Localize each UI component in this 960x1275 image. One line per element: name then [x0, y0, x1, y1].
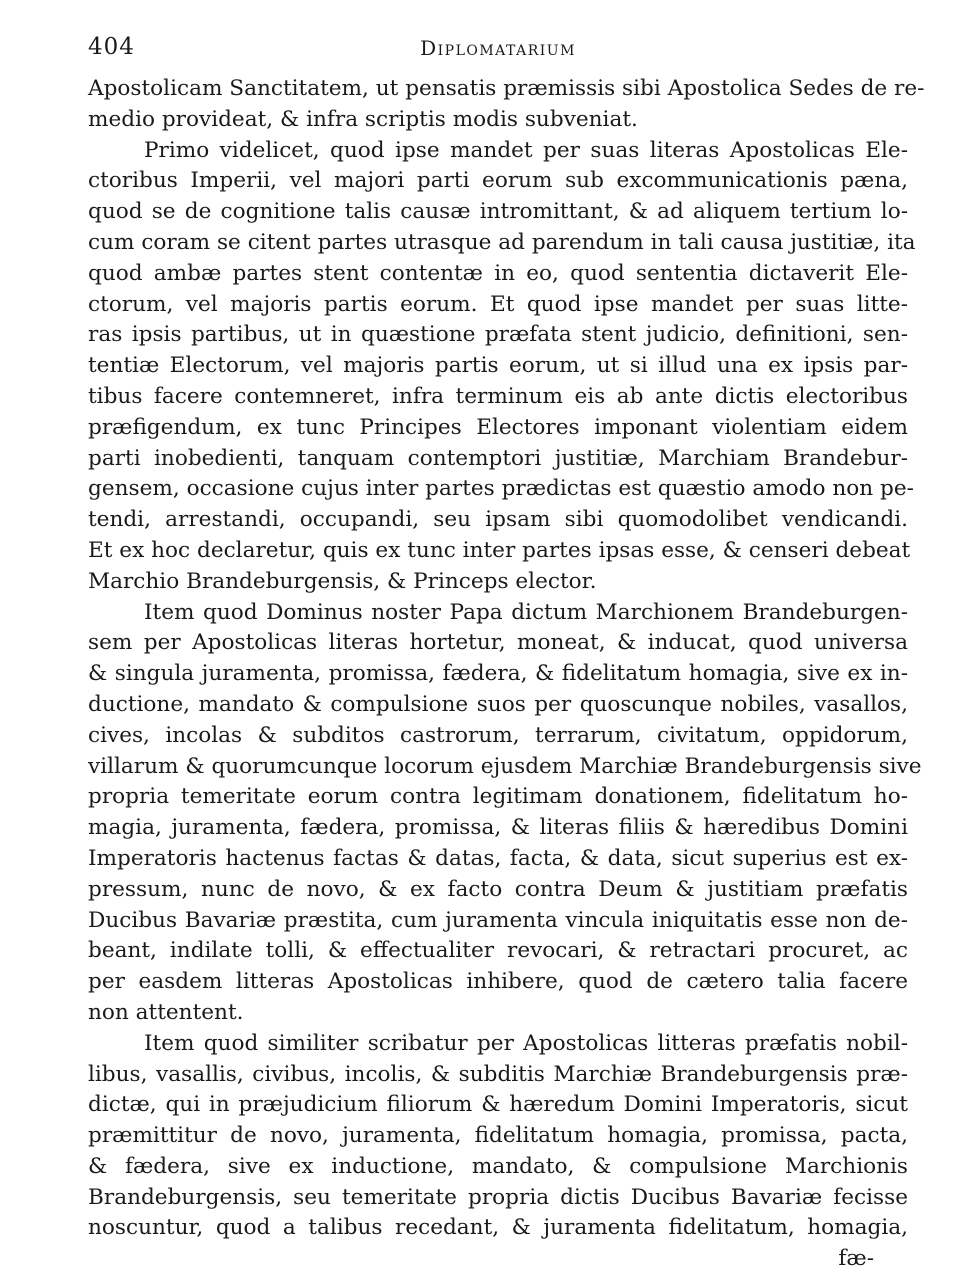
text-line: Et ex hoc declaretur, quis ex tunc inter partes ipsas esse, & censeri debeat — [88, 537, 911, 563]
text-line: Marchio Brandeburgensis, & Princeps elector. — [88, 568, 597, 594]
text-line: Item quod Dominus noster Papa dictum Marchionem Brandeburgen- — [144, 599, 908, 625]
text-line: Brandeburgensis, seu temeritate propria dictis Ducibus Bavariæ fecisse — [88, 1184, 908, 1210]
text-line: præmittitur de novo, juramenta, fidelitatum homagia, promissa, pacta, — [88, 1123, 908, 1149]
text-line: magia, juramenta, fædera, promissa, & literas filiis & hæredibus Domini — [88, 815, 908, 841]
text-line: Ducibus Bavariæ præstita, cum juramenta vincula iniquitatis esse non de- — [88, 907, 908, 933]
body-text — [88, 74, 925, 1275]
text-line: cives, incolas & subditos castrorum, terrarum, civitatum, oppidorum, — [88, 722, 908, 748]
text-line: tibus facere contemneret, infra terminum eis ab ante dictis electoribus — [88, 383, 908, 409]
text-line: Item quod similiter scribatur per Apostolicas litteras præfatis nobil- — [144, 1030, 908, 1056]
text-line: ras ipsis partibus, ut in quæstione præfata stent judicio, definitioni, sen- — [88, 322, 908, 348]
text-line: beant, indilate tolli, & effectualiter revocari, & retractari procuret, ac — [88, 938, 908, 964]
text-line: præfigendum, ex tunc Principes Electores imponant violentiam eidem — [88, 414, 908, 440]
running-head: Diplomatarium — [420, 36, 576, 60]
text-line: ctoribus Imperii, vel majori parti eorum sub excommunicationis pæna, — [88, 168, 908, 194]
text-line: per easdem litteras Apostolicas inhibere, quod de cætero talia facere — [88, 969, 908, 995]
text-line: Primo videlicet, quod ipse mandet per suas literas Apostolicas Ele- — [144, 137, 908, 163]
text-line: pressum, nunc de novo, & ex facto contra Deum & justitiam præfatis — [88, 876, 908, 902]
text-line: Imperatoris hactenus factas & datas, facta, & data, sicut superius est ex- — [88, 845, 908, 871]
text-line: ductione, mandato & compulsione suos per quoscunque nobiles, vasallos, — [88, 691, 908, 717]
text-line: quod se de cognitione talis causæ intromittant, & ad aliquem tertium lo- — [88, 199, 908, 225]
text-line: medio provideat, & infra scriptis modis subveniat. — [88, 106, 638, 132]
text-line: libus, vasallis, civibus, incolis, & subditis Marchiæ Brandeburgensis præ- — [88, 1061, 908, 1087]
text-line: villarum & quorumcunque locorum ejusdem Marchiæ Brandeburgensis sive — [88, 753, 922, 779]
text-line: propria temeritate eorum contra legitimam donationem, fidelitatum ho- — [88, 784, 908, 810]
text-line: ctorum, vel majoris partis eorum. Et quod ipse mandet per suas litte- — [88, 291, 908, 317]
text-line: noscuntur, quod a talibus recedant, & juramenta fidelitatum, homagia, — [88, 1215, 908, 1241]
text-line: tendi, arrestandi, occupandi, seu ipsam sibi quomodolibet vendicandi. — [88, 507, 908, 533]
text-line: parti inobedienti, tanquam contemptori justitiæ, Marchiam Brandebur- — [88, 445, 908, 471]
text-line: & singula juramenta, promissa, fædera, & fidelitatum homagia, sive ex in- — [88, 661, 908, 687]
text-line: quod ambæ partes stent contentæ in eo, quod sententia dictaverit Ele- — [88, 260, 908, 286]
text-line: tentiæ Electorum, vel majoris partis eorum, ut si illud una ex ipsis par- — [88, 353, 908, 379]
text-line: Apostolicam Sanctitatem, ut pensatis præmissis sibi Apostolica Sedes de re- — [88, 76, 925, 101]
catchword: fæ- — [838, 1246, 874, 1272]
text-line: gensem, occasione cujus inter partes prædictas est quæstio amodo non pe- — [88, 476, 914, 502]
text-line: & fædera, sive ex inductione, mandato, & compulsione Marchionis — [88, 1153, 908, 1179]
page-header — [88, 30, 908, 64]
text-line: sem per Apostolicas literas hortetur, moneat, & inducat, quod universa — [88, 630, 908, 656]
text-line: cum coram se citent partes utrasque ad parendum in tali causa justitiæ, ita — [88, 229, 916, 255]
text-line: dictæ, qui in præjudicium filiorum & hæredum Domini Imperatoris, sicut — [88, 1092, 908, 1118]
text-line: non attentent. — [88, 999, 244, 1025]
page-number: 404 — [88, 34, 135, 60]
